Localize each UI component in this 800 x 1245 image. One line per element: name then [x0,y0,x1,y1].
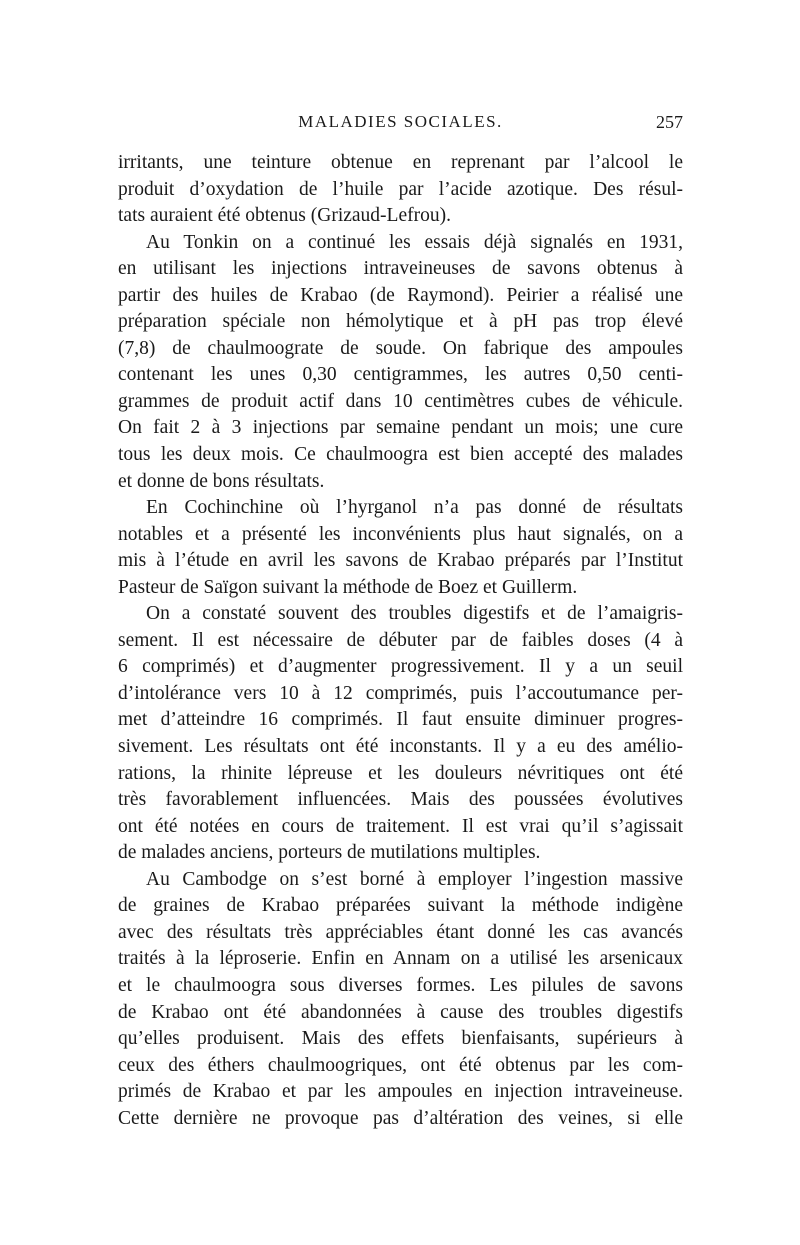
text-line: produit d’oxydation de l’huile par l’acide azotique. Des résul- [118,178,683,200]
text-line: grammes de produit actif dans 10 centimètres cubes de véhicule. [118,390,683,412]
text-line: On a constaté souvent des troubles digestifs et de l’amaigris- [146,603,683,625]
text-line: partir des huiles de Krabao (de Raymond). Peirier a réalisé une [118,284,683,306]
text-line: 6 comprimés) et d’augmenter progressivement. Il y a un seuil [118,656,683,678]
text-line: et le chaulmoogra sous diverses formes. Les pilules de savons [118,974,683,996]
text-line: primés de Krabao et par les ampoules en injection intraveineuse. [118,1081,683,1103]
text-line: En Cochinchine où l’hyrganol n’a pas donné de résultats [146,497,683,519]
text-line: tats auraient été obtenus (Grizaud-Lefrou). [118,205,451,227]
text-line: avec des résultats très appréciables étant donné les cas avancés [118,921,683,943]
text-line: met d’atteindre 16 comprimés. Il faut ensuite diminuer progres- [118,709,683,731]
body-text [118,150,683,1132]
text-line: Pasteur de Saïgon suivant la méthode de Boez et Guillerm. [118,576,578,598]
running-head [118,112,683,142]
text-line: tous les deux mois. Ce chaulmoogra est bien accepté des malades [118,444,683,466]
text-line: (7,8) de chaulmoograte de soude. On fabrique des ampoules [118,337,683,359]
text-line: qu’elles produisent. Mais des effets bienfaisants, supérieurs à [118,1028,683,1050]
text-line: contenant les unes 0,30 centigrammes, les autres 0,50 centi- [118,364,683,386]
text-line: irritants, une teinture obtenue en reprenant par l’alcool le [118,152,683,173]
text-line: ceux des éthers chaulmoogriques, ont été obtenus par les com- [118,1054,683,1076]
text-line: traités à la léproserie. Enfin en Annam on a utilisé les arsenicaux [118,948,683,970]
text-line: Cette dernière ne provoque pas d’altération des veines, si elle [118,1107,683,1129]
running-head-title: MALADIES SOCIALES. [298,112,503,131]
text-line: d’intolérance vers 10 à 12 comprimés, puis l’accoutumance per- [118,682,683,704]
text-line: rations, la rhinite lépreuse et les douleurs névritiques ont été [118,762,683,784]
text-line: et donne de bons résultats. [118,470,325,492]
text-line: en utilisant les injections intraveineuses de savons obtenus à [118,258,683,280]
text-line: préparation spéciale non hémolytique et à pH pas trop élevé [118,311,683,333]
text-line: Au Cambodge on s’est borné à employer l’ingestion massive [146,868,683,890]
text-line: sivement. Les résultats ont été inconstants. Il y a eu des amélio- [118,736,683,758]
text-line: Au Tonkin on a continué les essais déjà signalés en 1931, [146,231,683,253]
text-line: sement. Il est nécessaire de débuter par de faibles doses (4 à [118,629,683,651]
text-line: mis à l’étude en avril les savons de Krabao préparés par l’Institut [118,550,683,572]
text-line: très favorablement influencées. Mais des poussées évolutives [118,789,683,811]
text-line: On fait 2 à 3 injections par semaine pendant un mois; une cure [118,417,683,439]
text-line: de graines de Krabao préparées suivant la méthode indigène [118,895,683,917]
text-line: de Krabao ont été abandonnées à cause des troubles digestifs [118,1001,683,1023]
text-line: de malades anciens, porteurs de mutilations multiples. [118,842,541,864]
text-line: ont été notées en cours de traitement. Il est vrai qu’il s’agissait [118,815,683,837]
text-line: notables et a présenté les inconvénients plus haut signalés, on a [118,523,683,545]
page-number: 257 [656,112,683,132]
